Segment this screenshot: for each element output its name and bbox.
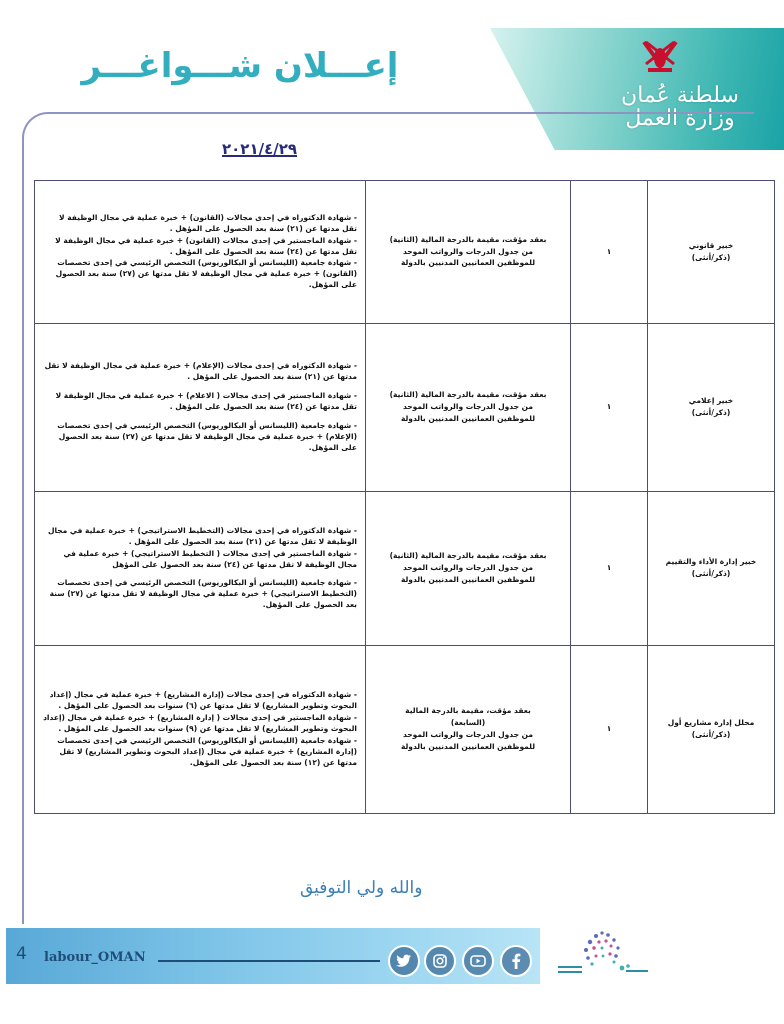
table-row <box>35 646 775 814</box>
job-gender: (ذكر/أنثى) <box>691 730 731 739</box>
qualification-item: - شهادة جامعية (الليسانس أو البكالوريوس) التخصص الرئيسي في إحدى تخصصات (الإعلام) + خبرة عملية في مجال الوظيفة لا تقل مدتها عن (٢٧) سنة بعد الحصول على المؤهل. <box>57 420 357 452</box>
qualification-item: - شهادة الماجستير في إحدى مجالات ( التخطيط الاستراتيجي) + خبرة عملية في مجال الوظيفة لا تقل مدتها عن (٢٤) سنة بعد الحصول على المؤهل <box>63 548 357 569</box>
job-count: ١ <box>571 324 648 492</box>
contract-line: للموظفين العمانيين المدنيين بالدولة <box>400 413 536 423</box>
page-title: إعـــلان شـــواغـــر <box>81 46 399 86</box>
qualification-item: - شهادة الماجستير في إحدى مجالات ( الاعلام) + خبرة عملية في مجال الوظيفة لا تقل مدتها عن (٢٤) سنة بعد الحصول على المؤهل . <box>55 391 357 412</box>
footer-divider <box>158 960 380 962</box>
contract-line: من جدول الدرجات والرواتب الموحد <box>402 563 534 573</box>
twitter-icon[interactable] <box>388 945 420 977</box>
job-gender: (ذكر/أنثى) <box>691 408 731 417</box>
job-count: ١ <box>571 646 648 814</box>
facebook-icon[interactable] <box>500 945 532 977</box>
contract-line: للموظفين العمانيين المدنيين بالدولة <box>400 258 536 268</box>
contract-line: من جدول الدرجات والرواتب الموحد <box>402 246 534 256</box>
job-title-cell <box>648 646 775 814</box>
contract-line: من جدول الدرجات والرواتب الموحد <box>402 730 534 739</box>
qualification-item: - شهادة جامعية (الليسانس أو البكالوريوس) التخصص الرئيسي في إحدى تخصصات (القانون) + خبرة عملية في مجال الوظيفة لا تقل مدتها عن (٢٧) سنة بعد الحصول على المؤهل. <box>55 258 357 290</box>
job-count: ١ <box>571 492 648 646</box>
qualification-item: - شهادة الماجستير في إحدى مجالات ( إدارة المشاريع) + خبرة عملية في مجال (إعداد البحوث وتطوير المشاريع) لا تقل مدتها عن (٩) سنوات بعد الحصول على المؤهل . <box>43 713 357 734</box>
qualification-item: - شهادة الدكتوراه في إحدى مجالات (التخطيط الاستراتيجي) + خبرة عملية في مجال الوظيفة لا تقل مدتها عن (٢١) سنة بعد الحصول على المؤهل . <box>47 525 357 546</box>
table-row <box>35 324 775 492</box>
qualification-item: - شهادة الدكتوراه في إحدى مجالات (القانون) + خبرة عملية في مجال الوظيفة لا تقل مدتها عن (٢١) سنة بعد الحصول على المؤهل . <box>59 212 357 233</box>
qualification-item: - شهادة الدكتوراه في إحدى مجالات (الإعلام) + خبرة عملية في مجال الوظيفة لا تقل مدتها عن (٢١) سنة بعد الحصول على المؤهل . <box>44 361 357 382</box>
page-number: 4 <box>16 944 27 964</box>
qualification-item: - شهادة جامعية (الليسانس أو البكالوريوس) التخصص الرئيسي في إحدى تخصصات (التخطيط الاستراتيجي) + خبرة عملية في مجال الوظيفة لا تقل مدتها عن (٢٧) سنة بعد الحصول على المؤهل. <box>49 578 357 610</box>
contract-line: للموظفين العمانيين المدنيين بالدولة <box>400 574 536 584</box>
table-row <box>35 492 775 646</box>
job-qualifications-cell <box>35 646 366 814</box>
oman-emblem-icon <box>638 34 682 84</box>
job-gender: (ذكر/أنثى) <box>691 569 731 578</box>
contract-line: بعقد مؤقت، مقيمة بالدرجة المالية <box>405 706 531 716</box>
social-handle[interactable]: labour_OMAN <box>44 950 146 965</box>
qualification-item: - شهادة الدكتوراه في إحدى مجالات (إدارة المشاريع) + خبرة عملية في مجال (إعداد البحوث وتطوير المشاريع) لا تقل مدتها عن (٦) سنوات بعد الحصول على المؤهل . <box>49 690 357 711</box>
vision-2040-logo-icon <box>556 926 652 982</box>
job-qualifications-cell <box>35 492 366 646</box>
job-title-cell <box>648 492 775 646</box>
contract-line: بعقد مؤقت، مقيمة بالدرجة المالية (الثانية) <box>389 551 547 561</box>
table-row <box>35 181 775 324</box>
youtube-icon[interactable] <box>462 945 494 977</box>
job-title: محلل إدارة مشاريع أول <box>667 718 755 728</box>
job-contract-cell <box>366 646 571 814</box>
job-count: ١ <box>571 181 648 324</box>
job-title: خبير إعلامي <box>688 396 734 406</box>
ministry-line-2: وزارة العمل <box>625 106 735 132</box>
job-title-cell <box>648 181 775 324</box>
job-qualifications-cell <box>35 324 366 492</box>
job-qualifications-cell <box>35 181 366 324</box>
contract-line: بعقد مؤقت، مقيمة بالدرجة المالية (الثانية) <box>389 234 547 244</box>
instagram-icon[interactable] <box>424 945 456 977</box>
contract-line: من جدول الدرجات والرواتب الموحد <box>402 402 534 412</box>
job-title: خبير إدارة الأداء والتقييم <box>665 557 757 567</box>
qualification-item: - شهادة الماجستير في إحدى مجالات (القانون) + خبرة عملية في مجال الوظيفة لا تقل مدتها عن (٢٤) سنة بعد الحصول على المؤهل . <box>55 235 357 256</box>
job-contract-cell <box>366 181 571 324</box>
job-title: خبير قانوني <box>688 240 734 250</box>
job-title-cell <box>648 324 775 492</box>
job-contract-cell <box>366 324 571 492</box>
contract-line: بعقد مؤقت، مقيمة بالدرجة المالية (الثانية) <box>389 390 547 400</box>
job-gender: (ذكر/أنثى) <box>691 252 731 262</box>
contract-line: (السابعة) <box>450 718 486 728</box>
announcement-date: ٢٠٢١/٤/٢٩ <box>222 140 298 158</box>
contract-line: للموظفين العمانيين المدنيين بالدولة <box>400 741 536 751</box>
closing-phrase: والله ولي التوفيق <box>300 878 423 898</box>
job-contract-cell <box>366 492 571 646</box>
qualification-item: - شهادة جامعية (الليسانس أو البكالوريوس) التخصص الرئيسي في إحدى تخصصات (إدارة المشاريع) + خبرة عملية في مجال (إعداد البحوث وتطوير المشاريع) لا تقل مدتها عن (١٢) سنة بعد الحصول على المؤهل. <box>57 735 357 767</box>
ministry-line-1: سلطنة عُمان <box>621 83 739 108</box>
vacancies-table <box>34 180 775 814</box>
